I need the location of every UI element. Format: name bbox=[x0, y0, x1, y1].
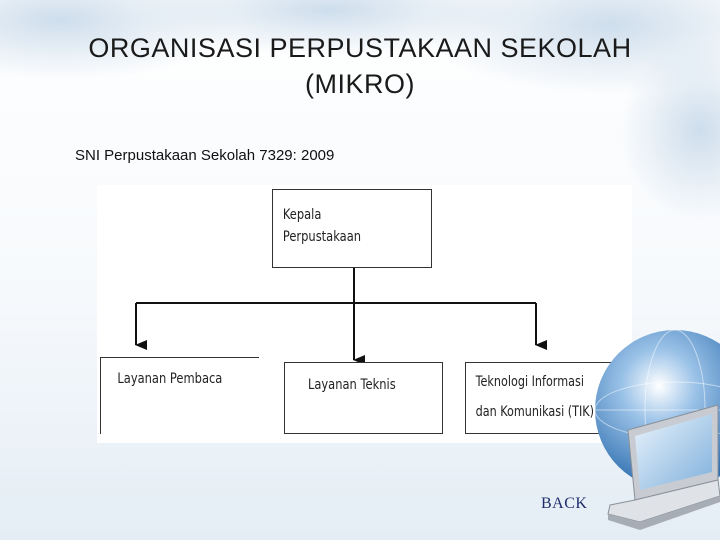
title-line-2: (MIKRO) bbox=[305, 69, 415, 99]
standard-reference: SNI Perpustakaan Sekolah 7329: 2009 bbox=[75, 147, 335, 164]
node-layanan-pembaca bbox=[100, 357, 259, 434]
node-tik-label-line-2: dan Komunikasi (TIK) bbox=[475, 404, 594, 420]
node-tik-label-line-1: Teknologi Informasi bbox=[475, 374, 584, 390]
node-kepala-perpustakaan bbox=[272, 189, 432, 268]
globe-laptop-illustration bbox=[580, 300, 720, 540]
node-layanan-teknis-label: Layanan Teknis bbox=[307, 377, 396, 393]
node-layanan-teknis bbox=[284, 362, 443, 434]
org-chart bbox=[97, 185, 632, 443]
slide-title bbox=[20, 30, 700, 102]
title-line-1: ORGANISASI PERPUSTAKAAN SEKOLAH bbox=[88, 33, 632, 63]
back-link[interactable]: BACK bbox=[541, 495, 588, 512]
node-kepala-perpustakaan-label: Kepala Perpustakaan bbox=[282, 207, 362, 245]
node-layanan-pembaca-label: Layanan Pembaca bbox=[117, 371, 223, 387]
